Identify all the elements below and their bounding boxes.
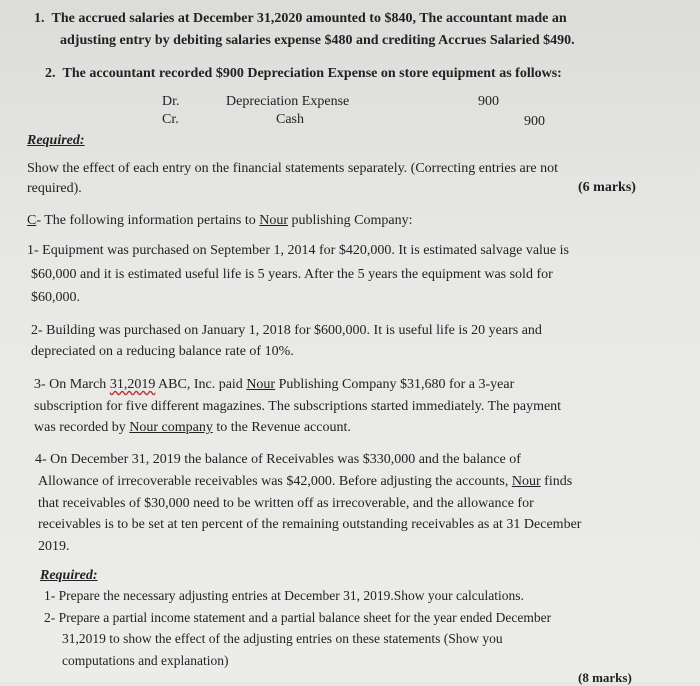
journal-cr-account: Cash: [276, 112, 304, 127]
c4-line3: that receivables of $30,000 need to be written off as irrecoverable, and the allowance for: [38, 496, 534, 511]
required-c-item1: 1- Prepare the necessary adjusting entries at December 31, 2019.Show your calculations.: [44, 588, 524, 603]
c1-line3: $60,000.: [31, 290, 80, 305]
item-b1-line2: adjusting entry by debiting salaries expense $480 and crediting Accrues Salaried $490.: [60, 33, 575, 48]
journal-dr-amount: 900: [478, 94, 499, 109]
journal-dr-account: Depreciation Expense: [226, 94, 350, 109]
required-c-item2-line1: 2- Prepare a partial income statement and a partial balance sheet for the year ended December: [44, 610, 552, 625]
c2-line2: depreciated on a reducing balance rate of 10%.: [31, 344, 294, 359]
required-c-item2-line3: computations and explanation): [62, 653, 229, 668]
item-b2-line1: 2. The accountant recorded $900 Depreciation Expense on store equipment as follows:: [45, 66, 562, 81]
journal-cr-label: Cr.: [162, 112, 179, 127]
c3-line1: 3- On March 31,2019 ABC, Inc. paid Nour Publishing Company $31,680 for a 3-year: [34, 377, 515, 392]
required-b-marks: (6 marks): [578, 180, 636, 195]
required-heading-c: Required:: [40, 568, 98, 583]
required-c-item2-line2: 31,2019 to show the effect of the adjusting entries on these statements (Show you: [62, 631, 503, 646]
c1-line2: $60,000 and it is estimated useful life is 5 years. After the 5 years the equipment was sold for: [31, 267, 553, 282]
c4-line4: receivables is to be set at ten percent of the remaining outstanding receivables as at 31 December: [38, 517, 582, 532]
required-heading-b: Required:: [27, 133, 85, 148]
c4-line1: 4- On December 31, 2019 the balance of Receivables was $330,000 and the balance of: [35, 452, 521, 467]
journal-cr-amount: 900: [524, 114, 545, 129]
c2-line1: 2- Building was purchased on January 1, 2018 for $600,000. It is useful life is 20 years and: [31, 323, 542, 338]
required-b-line1: Show the effect of each entry on the financial statements separately. (Correcting entries are not: [27, 161, 559, 176]
c3-line2: subscription for five different magazines. The subscriptions started immediately. The payment: [34, 399, 562, 414]
required-c-marks: (8 marks): [578, 670, 632, 685]
c4-line2: Allowance of irrecoverable receivables was $42,000. Before adjusting the accounts, Nour finds: [38, 474, 573, 489]
c3-line3: was recorded by Nour company to the Revenue account.: [34, 420, 351, 435]
part-c-intro: C- The following information pertains to Nour publishing Company:: [27, 213, 413, 228]
required-b-line2: required).: [27, 181, 82, 196]
journal-dr-label: Dr.: [162, 94, 180, 109]
c4-line5: 2019.: [38, 539, 70, 554]
c1-line1: 1- Equipment was purchased on September 1, 2014 for $420,000. It is estimated salvage value is: [27, 243, 569, 258]
item-b1-line1: 1. The accrued salaries at December 31,2020 amounted to $840, The accountant made an: [34, 11, 567, 26]
